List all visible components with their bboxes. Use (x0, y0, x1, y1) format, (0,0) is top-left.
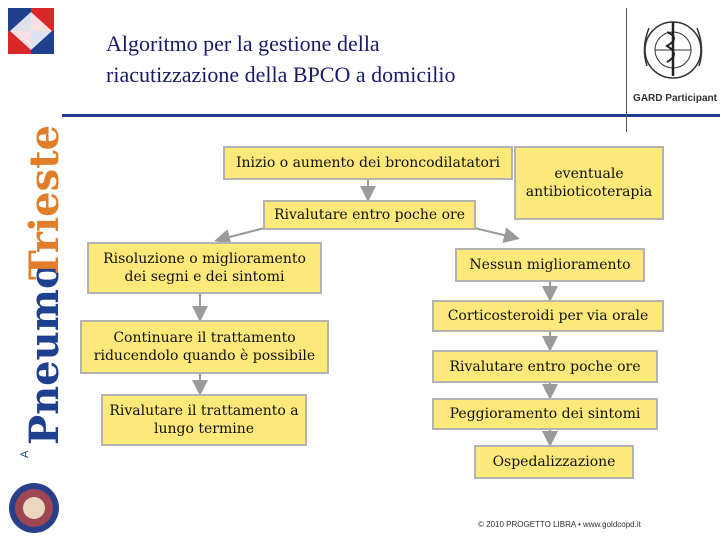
logo-text-pneumo: Pneumo (21, 262, 68, 445)
title-line-1: Algoritmo per la gestione della (106, 31, 380, 56)
node-hospitalization: Ospedalizzazione (474, 445, 634, 479)
node-continue: Continuare il trattamento riducendolo quando è possibile (80, 320, 329, 374)
node-worsening: Peggioramento dei sintomi (432, 398, 658, 430)
node-reassess-1: Rivalutare entro poche ore (263, 200, 476, 230)
node-resolution: Risoluzione o miglioramento dei segni e dei sintomi (87, 242, 322, 294)
footer-credit: © 2010 PROGETTO LIBRA • www.goldcopd.it (478, 520, 641, 529)
node-corticosteroids: Corticosteroidi per via orale (432, 300, 664, 332)
logo-text-trieste: Trieste (21, 124, 68, 280)
node-reassess-long: Rivalutare il trattamento a lungo termine (101, 394, 307, 446)
side-small-text: A (19, 450, 31, 458)
title-line-2: riacutizzazione della BPCO a domicilio (106, 62, 456, 87)
gard-caption: GARD Participant (633, 93, 717, 104)
node-start: Inizio o aumento dei broncodilatatori (223, 146, 513, 180)
node-no-improvement: Nessun miglioramento (455, 248, 645, 282)
node-reassess-2: Rivalutare entro poche ore (432, 350, 658, 383)
node-antibiotic: eventuale antibioticoterapia (514, 146, 664, 220)
